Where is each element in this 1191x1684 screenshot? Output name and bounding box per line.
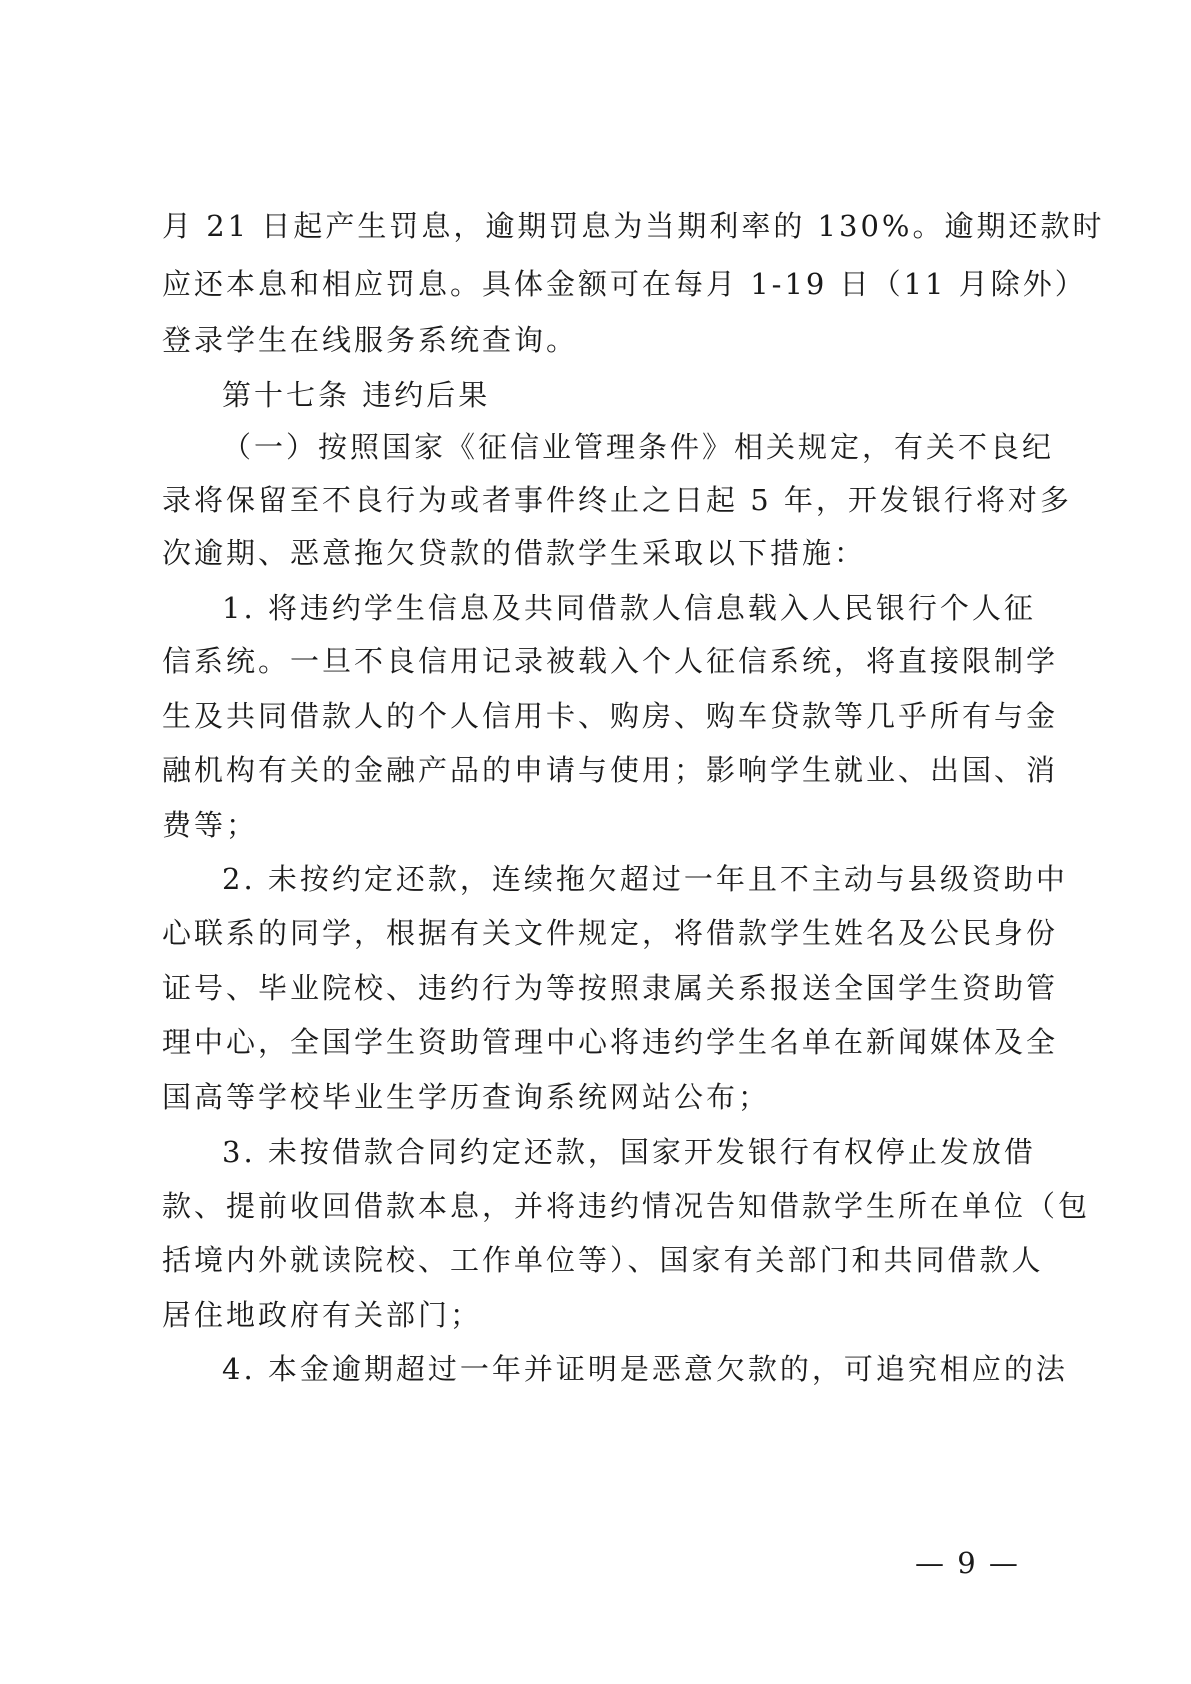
article-heading: 第十七条 违约后果 xyxy=(222,378,491,412)
text-line: 生及共同借款人的个人信用卡、购房、购车贷款等几乎所有与金 xyxy=(162,699,1059,733)
text-line: （一）按照国家《征信业管理条件》相关规定，有关不良纪 xyxy=(222,430,1055,464)
text-line: 国高等学校毕业生学历查询系统网站公布； xyxy=(162,1080,771,1114)
text-line: 登录学生在线服务系统查询。 xyxy=(162,323,579,357)
text-line: 理中心，全国学生资助管理中心将违约学生名单在新闻媒体及全 xyxy=(162,1025,1059,1059)
text-line: 2. 未按约定还款，连续拖欠超过一年且不主动与县级资助中 xyxy=(222,862,1068,896)
page-number: — 9 — xyxy=(915,1546,1020,1580)
text-line: 次逾期、恶意拖欠贷款的借款学生采取以下措施： xyxy=(162,536,867,570)
text-line: 1. 将违约学生信息及共同借款人信息载入人民银行个人征 xyxy=(222,591,1036,625)
text-line: 费等； xyxy=(162,808,259,842)
text-line: 信系统。一旦不良信用记录被载入个人征信系统，将直接限制学 xyxy=(162,644,1059,678)
text-line: 居住地政府有关部门； xyxy=(162,1298,483,1332)
text-line: 款、提前收回借款本息，并将违约情况告知借款学生所在单位（包 xyxy=(162,1189,1091,1223)
text-line: 融机构有关的金融产品的申请与使用；影响学生就业、出国、消 xyxy=(162,753,1059,787)
text-line: 括境内外就读院校、工作单位等）、国家有关部门和共同借款人 xyxy=(162,1243,1044,1277)
text-line: 3. 未按借款合同约定还款，国家开发银行有权停止发放借 xyxy=(222,1135,1036,1169)
text-line: 月 21 日起产生罚息，逾期罚息为当期利率的 130%。逾期还款时 xyxy=(162,209,1105,243)
text-line: 应还本息和相应罚息。具体金额可在每月 1-19 日（11 月除外） xyxy=(162,267,1087,301)
text-line: 心联系的同学，根据有关文件规定，将借款学生姓名及公民身份 xyxy=(162,916,1059,950)
text-line: 4. 本金逾期超过一年并证明是恶意欠款的，可追究相应的法 xyxy=(222,1352,1068,1386)
text-line: 证号、毕业院校、违约行为等按照隶属关系报送全国学生资助管 xyxy=(162,971,1059,1005)
text-line: 录将保留至不良行为或者事件终止之日起 5 年，开发银行将对多 xyxy=(162,483,1072,517)
